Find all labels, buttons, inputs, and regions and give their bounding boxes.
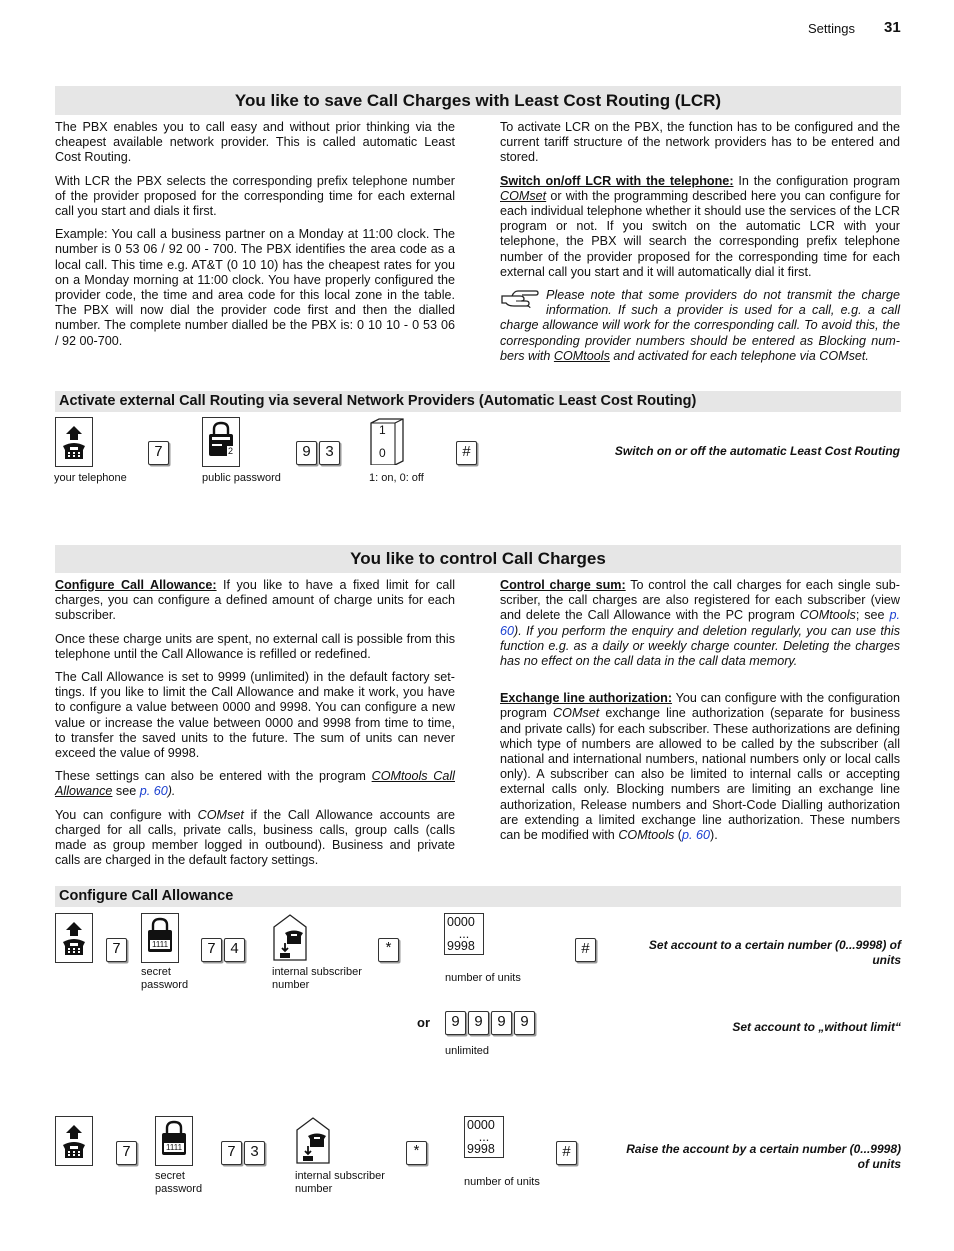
comtools-name: COMtools — [618, 828, 675, 843]
units-dots: ... — [478, 1130, 490, 1144]
lcr-left-column — [55, 120, 455, 357]
text-run: To control the call charges for each single sub-scriber, the call charges are also registered for each subscriber (view and delete the Call Allowance with the PC program — [500, 578, 900, 623]
toggle-off-digit: 0 — [379, 446, 386, 460]
text-run: You can configure with the configuration program — [500, 691, 900, 721]
units-range-box — [464, 1116, 504, 1158]
lcr-paragraph: With LCR the PBX selects the corresponding prefix telephone number of the provider proposed for the corresponding time for each external call you start and dials it first. — [55, 173, 455, 219]
units-dots: ... — [458, 927, 470, 941]
key-9: 9 — [296, 441, 317, 465]
note-text: and activated for each telephone via COMset. — [609, 348, 869, 363]
units-max: 9998 — [447, 939, 475, 953]
comtools-link[interactable]: COMtools Call Allowance — [55, 769, 455, 799]
charges-paragraph — [500, 691, 900, 843]
text-run: ; see — [855, 608, 890, 623]
internal-subscriber-icon — [295, 1116, 331, 1164]
allowance-heading: Configure Call Allowance: — [55, 578, 217, 592]
key-star: * — [406, 1141, 427, 1165]
lcr-paragraph: To activate LCR on the PBX, the function has to be configured and the current tariff structure of the network providers has to be entered and stored. — [500, 120, 900, 165]
charges-title: You like to control Call Charges — [350, 549, 606, 568]
lock-digits: 1111 — [166, 1143, 183, 1152]
lcr-example: Example: You call a business partner on a Monday at 11:00 clock. The number is 0 53 06 / 92 00 - 700. The PBX identifies the area code as a local call. This time e.g. AT&T (0 10 10) has the cheapest rates for you on a Monday morning at 11:00 clock. You have properly configured the provider code, the time and area code for this local zone in the table. The PBX will now dial the provider code first and then the dialled number. The complete number dialled be the PBX is: 0 10 10 - 0 53 06 / 92 00-700. — [55, 227, 455, 348]
comset-name: COMset — [197, 807, 244, 822]
key-hash: # — [575, 938, 596, 962]
key-4: 4 — [224, 938, 245, 962]
page-link[interactable]: p. 60 — [682, 828, 711, 843]
switch-heading: Switch on/off LCR with the telephone: — [500, 173, 734, 188]
section-title-charges — [55, 545, 901, 573]
text-run: see — [112, 784, 140, 799]
charges-paragraph — [55, 578, 455, 624]
caption-secret-password: secret password — [155, 1170, 203, 1195]
lcr-title: You like to save Call Charges with Least Cost Routing (LCR) — [234, 91, 722, 110]
caption-unlimited: unlimited — [445, 1045, 490, 1057]
public-password-icon — [202, 417, 240, 467]
key-9: 9 — [491, 1011, 512, 1035]
text-run: exchange line authorization (separate for business and private calls) for each subscriber. These authorizations are defining which type of numbers are allowed to be called by the subscriber (all national and international numbers, national numbers only or local calls only). A subscriber can also be limited to internal calls or accepting external calls only. Blocking numbers are limiting an exchange line authorization, Release numbers and Short-Code Dialling authorization are extending a limited exchange line authorization. These numbers can be modified with — [500, 706, 900, 843]
text-run: ). — [167, 784, 176, 799]
secret-password-icon — [155, 1116, 193, 1166]
charges-paragraph: Once these charge units are spent, no external call is possible from this telephone until the Call Allowance is refilled or redefined. — [55, 631, 455, 661]
key-7: 7 — [148, 441, 169, 465]
key-9: 9 — [468, 1011, 489, 1035]
key-3: 3 — [319, 441, 340, 465]
key-9: 9 — [514, 1011, 535, 1035]
telephone-icon — [55, 913, 93, 963]
charges-paragraph — [55, 808, 455, 869]
key-7: 7 — [116, 1141, 137, 1165]
caption-on-off: 1: on, 0: off — [369, 472, 424, 484]
password-digit: 2 — [228, 446, 234, 456]
units-max: 9998 — [467, 1142, 495, 1156]
key-star: * — [378, 938, 399, 962]
caption-your-telephone: your telephone — [54, 472, 127, 484]
lcr-right-column — [500, 120, 900, 364]
key-7: 7 — [106, 938, 127, 962]
caption-internal-subscriber: internal subscriber number — [295, 1170, 385, 1195]
caption-secret-password: secret password — [141, 966, 189, 991]
key-hash: # — [556, 1141, 577, 1165]
secret-password-icon — [141, 913, 179, 963]
set-account-instruction: Set account to a certain number (0...9998) of units — [648, 938, 901, 967]
caption-public-password: public password — [202, 472, 281, 484]
note-text: Please note that some providers do not transmit the charge information. If such a provider is used for a call, e.g. a call charge allowance will work for the corresponding call. To avoid this, the corresponding provider numbers should be entered as Blocking num-bers with — [500, 288, 900, 363]
key-7: 7 — [201, 938, 222, 962]
caption-number-of-units: number of units — [445, 972, 521, 984]
exchange-heading: Exchange line authorization: — [500, 691, 673, 706]
caption-internal-subscriber: internal subscriber number — [272, 966, 362, 991]
charges-left-column — [55, 578, 455, 876]
text-run: You can configure with — [55, 807, 198, 822]
charges-paragraph: The Call Allowance is set to 9999 (unlimited) in the default factory set-tings. If you like to limit the Call Allowance and make it work, you have to configure a value between 0000 and 9998. You can configure a new value or increase the value between 0000 and 9998 from time to time, to transfer the saved units to the future. The sum of units can never exceed the value of 9998. — [55, 670, 455, 761]
key-hash: # — [456, 441, 477, 465]
page-number: 31 — [884, 19, 901, 36]
lock-digits: 1111 — [152, 940, 169, 949]
section-title-allowance — [55, 886, 901, 907]
key-9: 9 — [445, 1011, 466, 1035]
text-run: ). If you perform the enquiry and deletion regularly, you can use this function e.g. as a daily or weekly charge counter. Deleting the charges has no effect on the call data in the call data memory. — [500, 623, 900, 669]
control-heading: Control charge sum: — [500, 578, 626, 592]
caption-number-of-units: number of units — [464, 1176, 540, 1188]
without-limit-instruction: Set account to „without limit“ — [732, 1020, 901, 1034]
or-label: or — [417, 1015, 430, 1030]
charges-paragraph — [55, 769, 455, 799]
raise-account-instruction: Raise the account by a certain number (0...9998) of units — [626, 1142, 901, 1171]
comtools-link[interactable]: COMtools — [553, 348, 610, 363]
section-title-lcr — [55, 86, 901, 115]
running-header: Settings — [808, 21, 855, 36]
units-min: 0000 — [467, 1118, 495, 1132]
text-run: ). — [710, 828, 718, 843]
internal-subscriber-icon — [272, 913, 308, 961]
note-block — [500, 288, 900, 364]
units-min: 0000 — [447, 915, 475, 929]
units-range-box — [444, 913, 484, 955]
allowance-title: Configure Call Allowance — [59, 888, 234, 904]
telephone-icon — [55, 417, 93, 467]
lcr-switch-paragraph — [500, 174, 900, 280]
charges-right-column — [500, 578, 900, 851]
text-run: In the configuration program — [733, 173, 901, 188]
page-link[interactable]: p. 60 — [139, 784, 168, 799]
section-title-auto-lcr — [55, 391, 901, 412]
key-3: 3 — [244, 1141, 265, 1165]
toggle-on-digit: 1 — [379, 423, 386, 437]
toggle-card-icon — [369, 417, 405, 465]
auto-lcr-title: Activate external Call Routing via several Network Providers (Automatic Least Cost Routing) — [59, 393, 697, 409]
text-run: If you like to have a fixed limit for call charges, you can configure a defined amount of charge units for each subscriber. — [55, 578, 455, 623]
comset-name: COMset — [553, 706, 600, 721]
telephone-icon — [55, 1116, 93, 1166]
charges-paragraph — [500, 578, 900, 669]
auto-lcr-instruction: Switch on or off the automatic Least Cost Routing — [614, 444, 900, 458]
lcr-paragraph: The PBX enables you to call easy and without prior thinking via the cheapest available network provider. This is called automatic Least Cost Routing. — [55, 120, 455, 165]
text-run: if the Call Allowance accounts are charged for all calls, private calls, business calls, group calls (calls made as group member logged in outbound). Business and private calls are charged in the default factory settings. — [55, 807, 455, 868]
comtools-name: COMtools — [799, 608, 856, 623]
text-run: These settings can also be entered with the program — [55, 769, 372, 784]
page-link[interactable]: p. 60 — [500, 608, 900, 638]
pointing-hand-icon — [500, 288, 540, 310]
key-7: 7 — [221, 1141, 242, 1165]
text-run: ( — [674, 828, 682, 843]
comset-link[interactable]: COMset — [500, 188, 547, 203]
text-run: or with the programming described here you can configure for each individual telephone whether it should use the services of the LCR program or not. If you switch on the automatic LCR with your telephone, the PBX will search the corresponding prefix telephone number of the provider proposed for the corresponding time for each external call you start and it will automatically dial it first. — [500, 188, 900, 279]
